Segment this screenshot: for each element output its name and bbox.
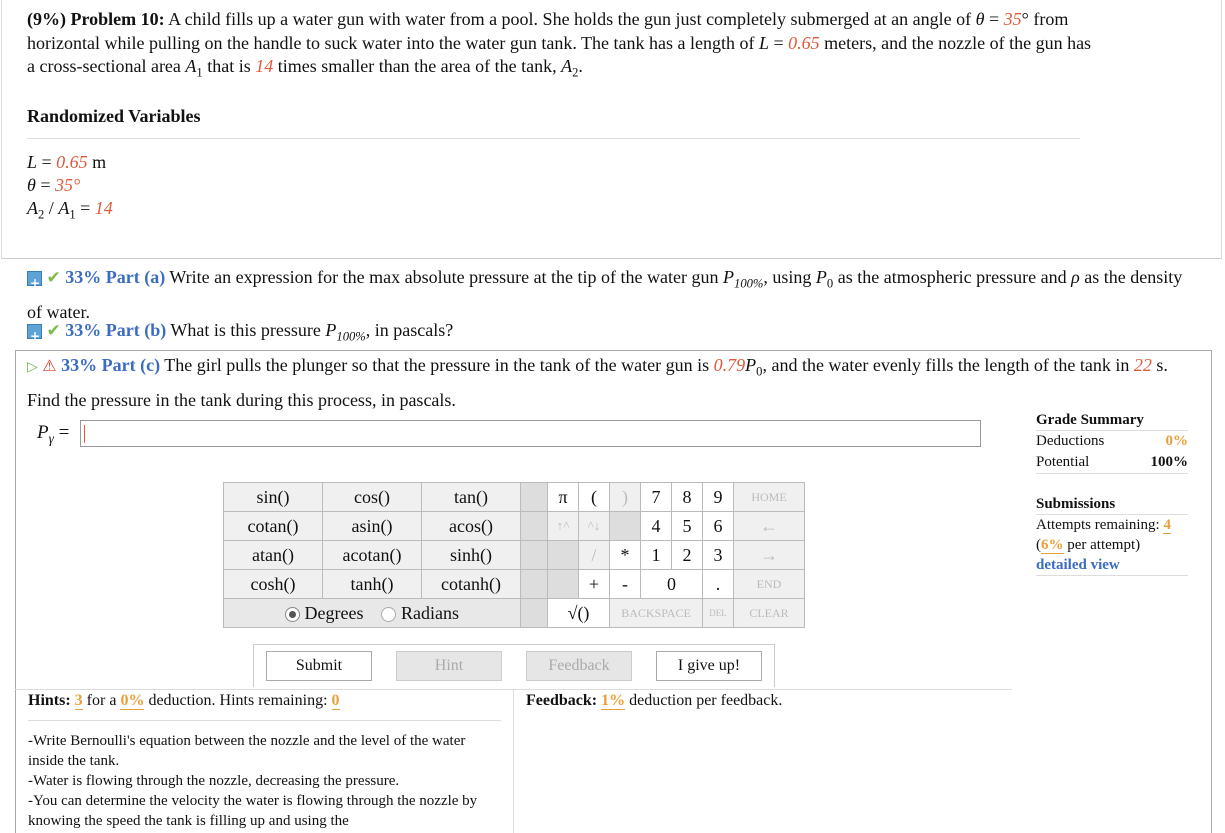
hints-summary: Hints: 3 for a 0% deduction. Hints remaining: 0 [28,692,340,709]
attempts-remaining: Attempts remaining: 4 [1036,517,1171,533]
submissions-title: Submissions [1036,494,1188,515]
play-icon: ▷ [27,359,38,375]
home-button[interactable]: HOME [734,483,805,512]
key-3[interactable]: 3 [703,541,734,570]
angle-mode: Degrees Radians [224,599,521,628]
right-arrow-button[interactable]: → [734,541,805,570]
superscript-up-button[interactable]: ↑^ [548,512,579,541]
grade-summary: Grade Summary Deductions 0% Potential 100% Submissions Attempts remaining: 4 (6% per attempt) detailed view [1036,410,1188,576]
hint-list [28,731,498,831]
problem-title: (9%) Problem 10: [27,9,165,29]
key-0[interactable]: 0 [641,570,703,599]
clear-button[interactable]: CLEAR [734,599,805,628]
problem-statement: (9%) Problem 10: A child fills up a water gun with water from a pool. She holds the gun just completely submerged at an angle of θ = 35° from horizontal while pulling on the handle to suck water into the water gun tank. The tank has a length of L = 0.65 meters, and the nozzle of the gun has a cross-sectional area $A_1$ that is 14 times smaller than the area of the tank, $A_2$. [27,9,1092,80]
multiply-button[interactable]: * [610,541,641,570]
minus-button[interactable]: - [610,570,641,599]
backspace-button[interactable]: BACKSPACE [610,599,703,628]
key-1[interactable]: 1 [641,541,672,570]
key-6[interactable]: 6 [703,512,734,541]
part-a-label[interactable]: 33% Part (a) [65,267,166,287]
grade-summary-title: Grade Summary [1036,410,1188,431]
del-button[interactable]: DEL [703,599,734,628]
keypad [223,482,805,628]
hint-item: -Water is flowing through the nozzle, decreasing the pressure. [28,773,400,789]
text-cursor [84,425,85,443]
dot-button[interactable]: . [703,570,734,599]
sinh-button[interactable]: sinh() [422,541,521,570]
randomized-variables-title: Randomized Variables [27,106,201,126]
part-b: + ✔ 33% Part (b) What is this pressure $P_{100\%}$, in pascals? [27,316,1187,351]
rparen-button[interactable]: ) [610,483,641,512]
cos-button[interactable]: cos() [323,483,422,512]
checkmark-icon: ✔ [46,268,61,288]
pi-button[interactable]: π [548,483,579,512]
lparen-button[interactable]: ( [579,483,610,512]
sin-button[interactable]: sin() [224,483,323,512]
key-7[interactable]: 7 [641,483,672,512]
deductions-value: 0% [1165,433,1188,449]
per-attempt: (6% per attempt) [1036,537,1141,553]
tan-button[interactable]: tan() [422,483,521,512]
acos-button[interactable]: acos() [422,512,521,541]
key-9[interactable]: 9 [703,483,734,512]
submit-button[interactable]: Submit [266,651,372,681]
key-8[interactable]: 8 [672,483,703,512]
feedback-summary: Feedback: 1% deduction per feedback. [526,692,783,709]
key-4[interactable]: 4 [641,512,672,541]
section-divider [2,258,1221,259]
cosh-button[interactable]: cosh() [224,570,323,599]
answer-label: $P_\gamma$ = [37,422,70,446]
superscript-down-button[interactable]: ^↓ [579,512,610,541]
part-c-label[interactable]: 33% Part (c) [61,355,161,375]
atan-button[interactable]: atan() [224,541,323,570]
feedback-button[interactable]: Feedback [526,651,632,681]
warning-icon: ⚠ [42,356,57,375]
divide-button[interactable]: / [579,541,610,570]
divider [28,720,501,721]
part-b-label[interactable]: 33% Part (b) [65,320,167,340]
hint-item: -You can determine the velocity the water is flowing through the nozzle by knowing the speed the tank is filling up and using the [28,793,478,829]
answer-input[interactable] [80,420,981,447]
expand-icon[interactable] [27,271,42,286]
variable-area-ratio: $A_2 / A_1 = 14$ [27,198,113,222]
cotan-button[interactable]: cotan() [224,512,323,541]
plus-button[interactable]: + [579,570,610,599]
sqrt-button[interactable]: √() [548,599,610,628]
hint-item: -Write Bernoulli's equation between the nozzle and the level of the water inside the tank. [28,733,466,769]
part-a: + ✔ 33% Part (a) Write an expression for the max absolute pressure at the tip of the water gun $P_{100\%}$, using $P_0$ as the atmospheric pressure and ρ as the density of water. [27,263,1187,326]
give-up-button[interactable]: I give up! [656,651,762,681]
degrees-radio[interactable] [285,607,300,622]
key-5[interactable]: 5 [672,512,703,541]
part-c: ▷ ⚠ 33% Part (c) The girl pulls the plunger so that the pressure in the tank of the water gun is $0.79P_0$, and the water evenly fills the length of the tank in 22 s. Find the pressure in the tank during this process, in pascals. [27,355,1168,410]
detailed-view-link[interactable]: detailed view [1036,555,1188,576]
asin-button[interactable]: asin() [323,512,422,541]
acotan-button[interactable]: acotan() [323,541,422,570]
variable-theta: θ = 35° [27,175,81,195]
tanh-button[interactable]: tanh() [323,570,422,599]
end-button[interactable]: END [734,570,805,599]
cotanh-button[interactable]: cotanh() [422,570,521,599]
divider [27,138,1080,139]
radians-radio[interactable] [381,607,396,622]
divider [513,689,514,833]
potential-value: 100% [1150,454,1188,470]
variable-L: L = 0.65 m [27,152,107,172]
key-2[interactable]: 2 [672,541,703,570]
left-arrow-button[interactable]: ← [734,512,805,541]
hint-button[interactable]: Hint [396,651,502,681]
expand-icon[interactable] [27,324,42,339]
checkmark-icon: ✔ [46,321,61,341]
